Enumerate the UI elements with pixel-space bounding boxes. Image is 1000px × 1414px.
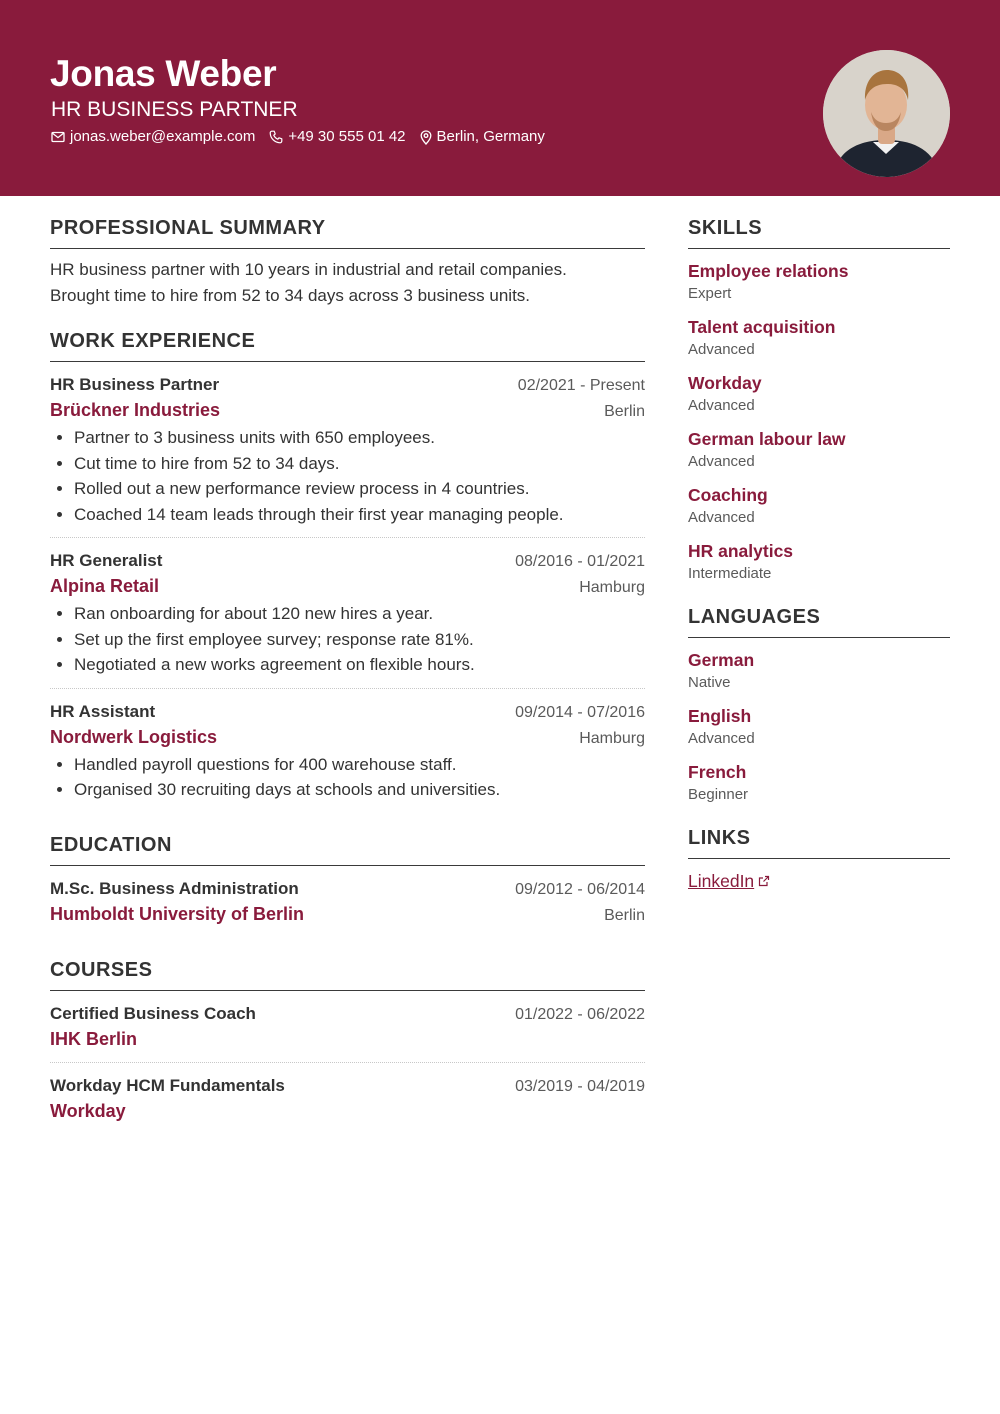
skills-section — [688, 214, 950, 585]
summary-text — [50, 257, 645, 309]
contact-bar — [51, 127, 559, 147]
phone-icon — [269, 130, 283, 144]
course-entry — [50, 991, 645, 1062]
job-location: Hamburg — [579, 579, 645, 596]
skill-item — [688, 259, 950, 305]
bullet-item: • Coached 14 team leads through their first year managing people. — [74, 502, 645, 528]
skill-item — [688, 315, 950, 361]
skill-name: Talent acquisition — [688, 317, 836, 337]
skill-name: German labour law — [688, 429, 846, 449]
location-contact — [420, 127, 545, 147]
bullet-item: • Rolled out a new performance review process in 4 countries. — [74, 476, 645, 502]
languages-section — [688, 603, 950, 806]
link-label: LinkedIn — [688, 871, 755, 891]
experience-entry — [50, 362, 645, 537]
candidate-name: Jonas Weber — [50, 53, 277, 94]
email-contact[interactable] — [51, 127, 255, 147]
language-item — [688, 648, 950, 694]
course-dates: 01/2022 - 06/2022 — [515, 1005, 645, 1023]
company-name: Brückner Industries — [50, 400, 221, 420]
main-column — [50, 214, 645, 1134]
job-dates: 08/2016 - 01/2021 — [515, 553, 645, 570]
language-level: Beginner — [688, 786, 749, 803]
job-bullets — [50, 752, 645, 803]
course-provider: IHK Berlin — [50, 1028, 138, 1049]
course-name: Workday HCM Fundamentals — [50, 1075, 285, 1095]
summary-line: HR business partner with 10 years in industrial and retail companies. — [50, 260, 567, 279]
section-title-education: EDUCATION — [50, 831, 645, 866]
skill-name: Employee relations — [688, 261, 849, 281]
bullet-item: • Negotiated a new works agreement on flexible hours. — [74, 652, 645, 678]
summary-line: Brought time to hire from 52 to 34 days across 3 business units. — [50, 286, 531, 305]
phone-text: +49 30 555 01 42 — [288, 128, 406, 145]
language-name: German — [688, 650, 755, 670]
job-bullets — [50, 425, 645, 527]
experience-entry — [50, 537, 645, 688]
course-entry — [50, 1062, 645, 1134]
school-location: Berlin — [604, 906, 645, 924]
skill-level: Advanced — [688, 509, 755, 526]
company-name: Nordwerk Logistics — [50, 726, 218, 747]
skill-level: Advanced — [688, 341, 755, 358]
skill-item — [688, 371, 950, 417]
email-text: jonas.weber@example.com — [70, 128, 256, 145]
school-name: Humboldt University of Berlin — [50, 903, 305, 924]
section-title-courses: COURSES — [50, 956, 645, 991]
profile-photo — [823, 50, 950, 177]
job-dates: 09/2014 - 07/2016 — [515, 703, 645, 721]
link-item — [688, 869, 950, 893]
course-provider: Workday — [50, 1100, 126, 1121]
external-link-icon — [758, 875, 770, 887]
job-title: HR Assistant — [50, 701, 156, 721]
skill-level: Intermediate — [688, 565, 772, 582]
experience-section — [50, 327, 645, 813]
phone-contact[interactable] — [269, 127, 405, 147]
bullet-item: • Handled payroll questions for 400 warehouse staff. — [74, 752, 645, 778]
job-title: HR Generalist — [50, 551, 163, 570]
section-title-links: LINKS — [688, 824, 950, 859]
education-entry — [50, 866, 645, 938]
skill-level: Advanced — [688, 453, 755, 470]
job-location: Berlin — [604, 403, 645, 420]
job-dates: 02/2021 - Present — [517, 377, 645, 394]
location-pin-icon — [420, 130, 432, 145]
skill-item — [688, 483, 950, 529]
language-item — [688, 704, 950, 750]
mail-icon — [51, 131, 65, 143]
experience-entry — [50, 688, 645, 813]
bullet-item: • Set up the first employee survey; response rate 81%. — [74, 627, 645, 653]
degree-name: M.Sc. Business Administration — [50, 878, 299, 898]
section-title-experience: WORK EXPERIENCE — [50, 327, 645, 362]
bullet-item: • Organised 30 recruiting days at schools and universities. — [74, 777, 645, 803]
skill-level: Advanced — [688, 397, 755, 414]
section-title-summary: PROFESSIONAL SUMMARY — [50, 214, 645, 249]
job-bullets — [50, 601, 645, 678]
location-text: Berlin, Germany — [436, 128, 545, 145]
job-location: Hamburg — [579, 729, 645, 747]
language-name: English — [688, 706, 752, 726]
skill-name: Workday — [688, 373, 762, 393]
bullet-item: • Cut time to hire from 52 to 34 days. — [74, 451, 645, 477]
side-column — [688, 214, 950, 893]
resume-header — [0, 0, 1000, 196]
course-dates: 03/2019 - 04/2019 — [515, 1077, 645, 1095]
bullet-item: • Partner to 3 business units with 650 employees. — [74, 425, 645, 451]
skill-item — [688, 539, 950, 585]
education-dates: 09/2012 - 06/2014 — [515, 880, 645, 898]
skill-name: HR analytics — [688, 541, 794, 561]
bullet-item: • Ran onboarding for about 120 new hires a year. — [74, 601, 645, 627]
education-section — [50, 831, 645, 938]
section-title-skills: SKILLS — [688, 214, 950, 249]
language-item — [688, 760, 950, 806]
skill-name: Coaching — [688, 485, 768, 505]
links-section — [688, 824, 950, 893]
skill-level: Expert — [688, 285, 732, 302]
company-name: Alpina Retail — [50, 576, 160, 596]
language-level: Native — [688, 674, 731, 691]
linkedin-link[interactable] — [688, 869, 770, 893]
summary-section — [50, 214, 645, 309]
skill-item — [688, 427, 950, 473]
section-title-languages: LANGUAGES — [688, 603, 950, 638]
course-name: Certified Business Coach — [50, 1003, 256, 1023]
language-name: French — [688, 762, 747, 782]
language-level: Advanced — [688, 730, 755, 747]
job-title: HR Business Partner — [50, 375, 220, 394]
candidate-title: HR BUSINESS PARTNER — [51, 98, 298, 121]
courses-section — [50, 956, 645, 1134]
